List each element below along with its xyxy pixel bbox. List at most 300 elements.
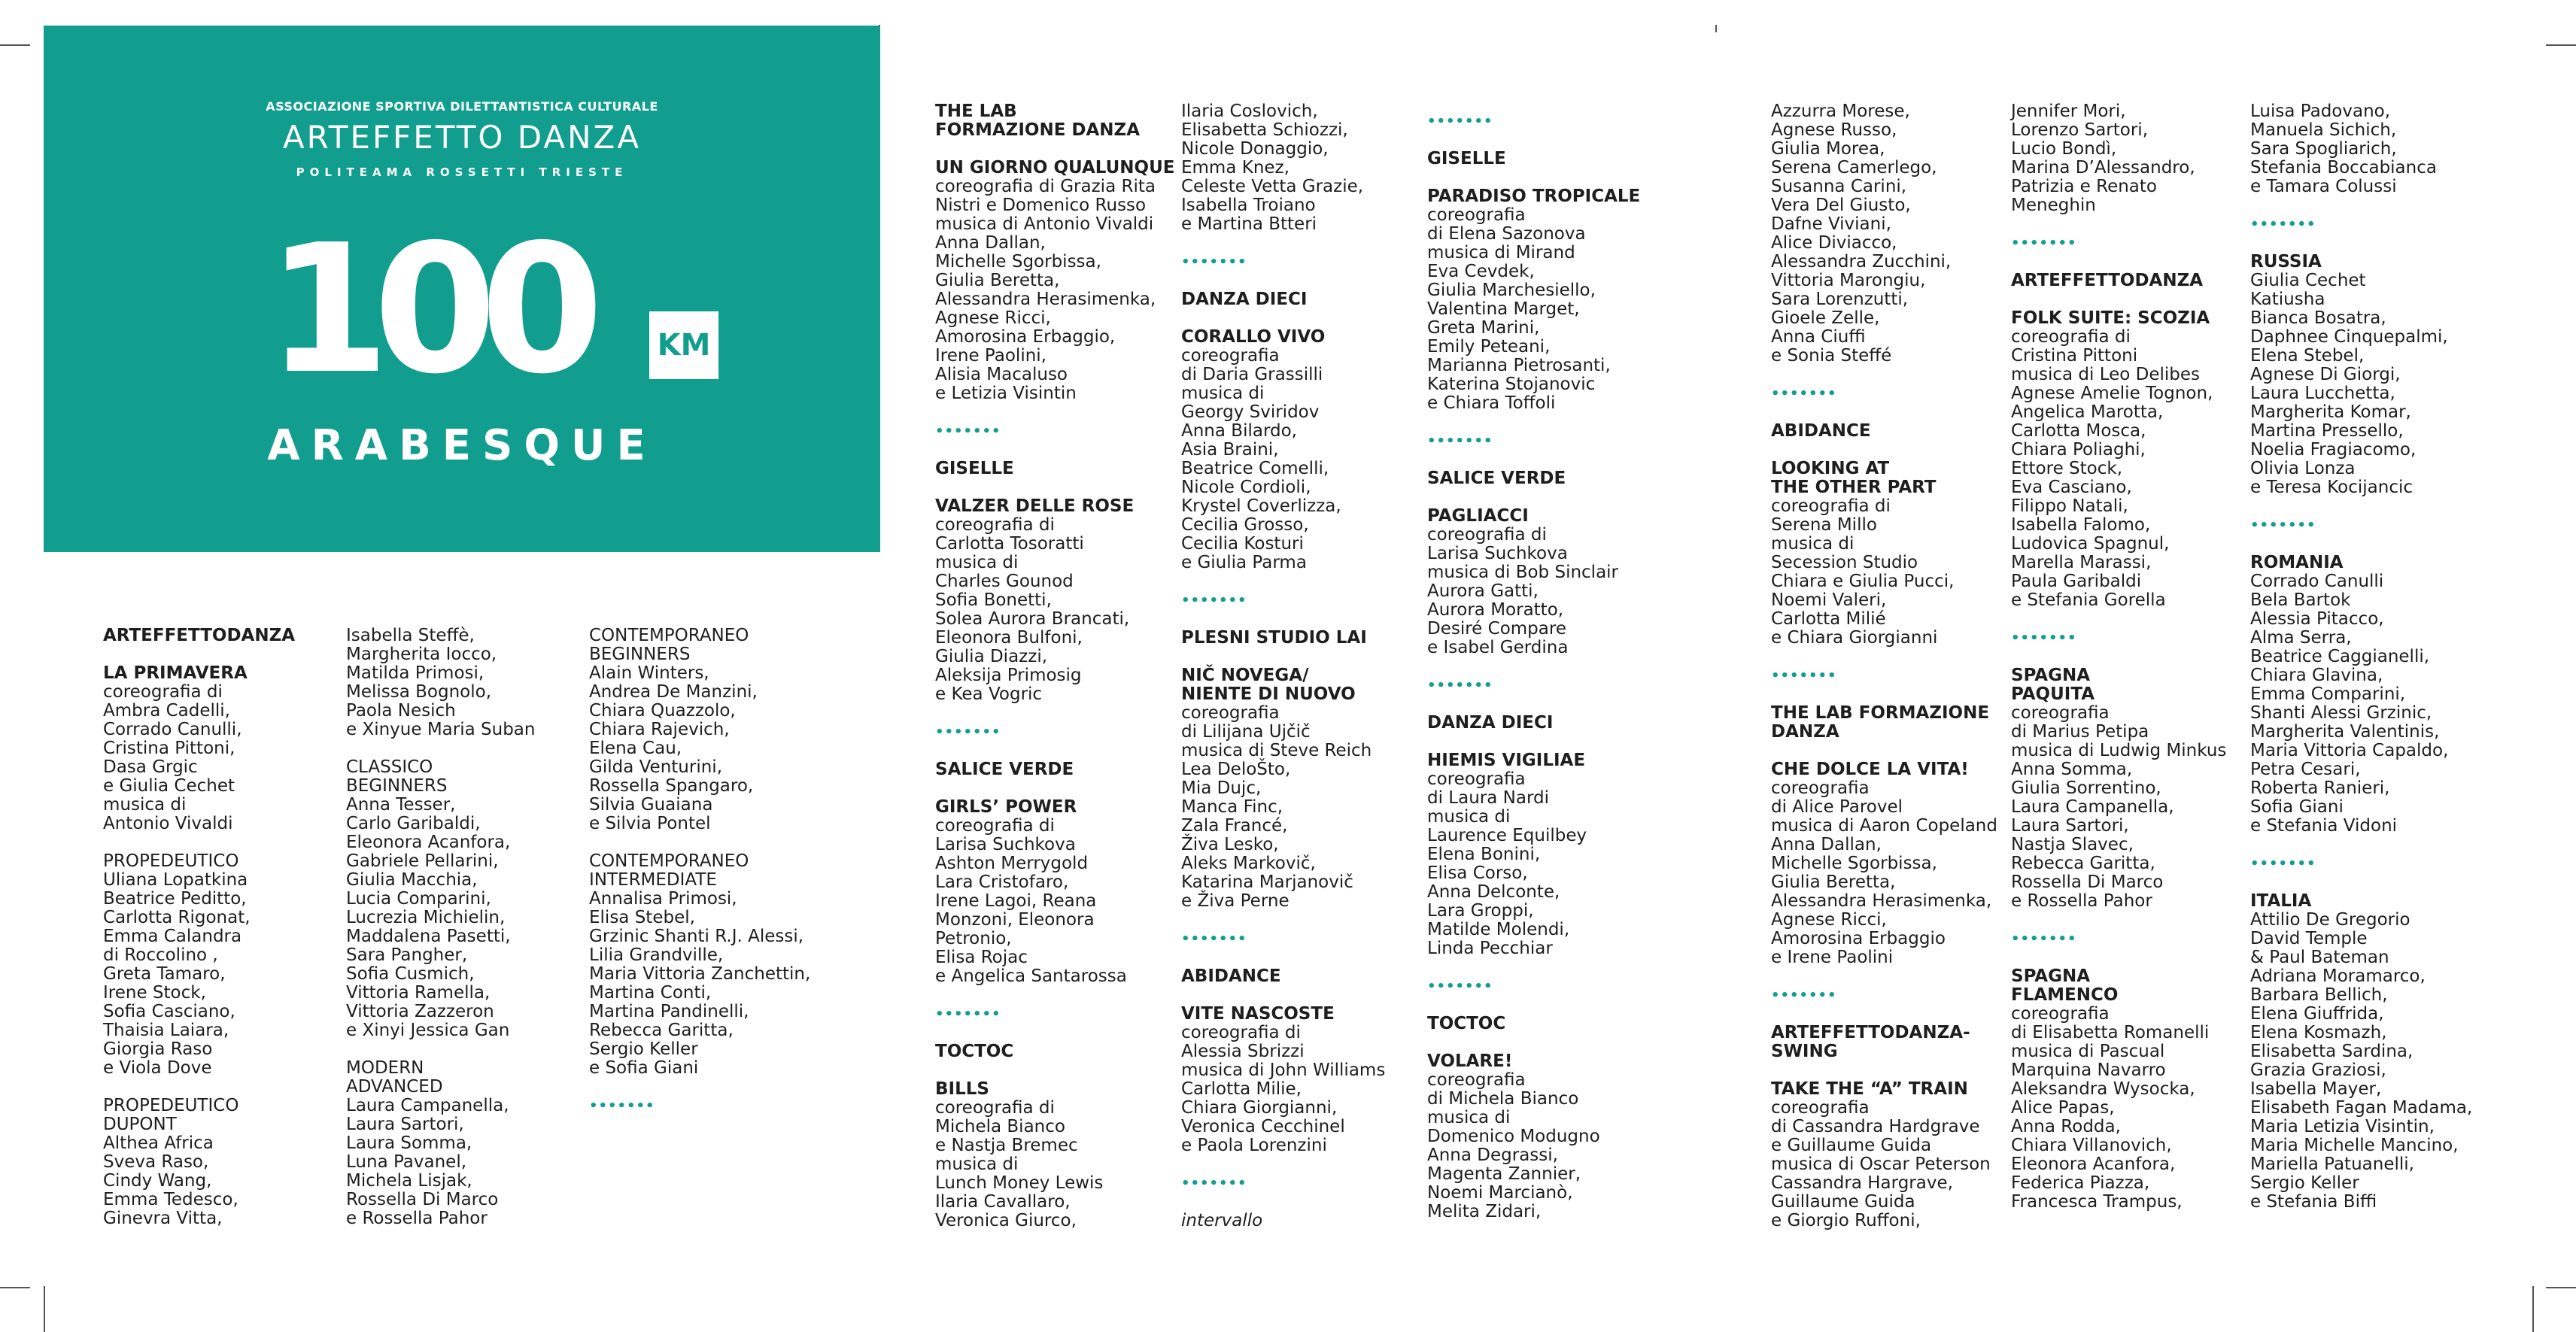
spacer	[1181, 986, 1429, 1005]
program-column-9	[2250, 102, 2499, 1212]
program-line: coreografia di Grazia Rita	[935, 177, 1156, 196]
spacer	[1771, 742, 2019, 760]
program-line: Giulia Morea,	[1771, 139, 1885, 159]
section-heading: ABIDANCE	[1771, 421, 1871, 441]
program-line: Matilde Molendi,	[1427, 920, 1570, 939]
spacer	[1427, 413, 1675, 432]
program-line: Elena Giuffrida,	[2250, 1004, 2384, 1024]
program-line: Nicole Donaggio,	[1181, 139, 1329, 159]
program-line: musica di Bob Sinclair	[1427, 563, 1619, 582]
program-column-4	[935, 102, 1183, 1230]
program-line: Anna Somma,	[2011, 760, 2133, 779]
program-line: Laura Lucchetta,	[2250, 384, 2395, 403]
program-line: Katarina Marjanovič	[1181, 872, 1353, 892]
program-line: Patrizia e Renato	[2011, 177, 2157, 196]
spacer	[1427, 131, 1675, 150]
program-line: Serena Millo	[1771, 515, 1877, 535]
program-line: Giorgia Raso	[103, 1039, 213, 1059]
spacer	[935, 1061, 1183, 1080]
program-line: BEGINNERS	[589, 645, 691, 664]
program-line: coreografia di	[935, 1098, 1055, 1118]
program-line: Anna Ciuffi	[1771, 327, 1866, 347]
program-line: Nicole Cordioli,	[1181, 478, 1311, 497]
program-line: CONTEMPORANEO	[589, 851, 749, 871]
program-line: Giulia Macchia,	[346, 870, 478, 890]
separator-dots: •••••••	[1771, 386, 1837, 402]
separator-dots: •••••••	[1181, 254, 1247, 270]
program-line: Nastja Slavec,	[2011, 835, 2134, 854]
program-line: Margherita Komar,	[2250, 402, 2411, 422]
program-line: e Živa Perne	[1181, 891, 1290, 911]
section-heading: RUSSIA	[2250, 252, 2322, 272]
program-line: e Angelica Santarossa	[935, 966, 1127, 986]
program-line: Sara Spogliarich,	[2250, 139, 2397, 159]
spacer	[1181, 1193, 1429, 1212]
program-line: Chiara e Giulia Pucci,	[1771, 572, 1955, 591]
section-heading: DANZA DIECI	[1427, 713, 1554, 733]
program-line: coreografia	[1771, 778, 1870, 798]
spacer	[1771, 403, 2019, 422]
section-heading: CHE DOLCE LA VITA!	[1771, 760, 1969, 779]
program-line: Irene Paolini,	[935, 346, 1046, 366]
program-line: musica di	[935, 553, 1019, 572]
program-line: Martina Conti,	[589, 983, 712, 1003]
program-line: e Teresa Kocijancic	[2250, 478, 2413, 497]
program-line: Laura Sartori,	[2011, 816, 2129, 836]
program-line: Eva Cevdek,	[1427, 262, 1535, 281]
section-heading: PAQUITA	[2011, 684, 2095, 704]
program-line: Solea Aurora Brancati,	[935, 609, 1130, 629]
program-line: Laura Campanella,	[346, 1096, 509, 1115]
program-line: Ludovica Spagnul,	[2011, 534, 2170, 554]
separator-dots: •••••••	[1427, 433, 1493, 449]
spacer	[935, 441, 1183, 460]
crop-mark	[1715, 25, 1717, 32]
spacer	[935, 403, 1183, 422]
spacer	[935, 478, 1183, 497]
program-line: e Rossella Pahor	[346, 1209, 488, 1228]
program-line: musica di Pascual	[2011, 1042, 2165, 1061]
program-line: di Michela Bianco	[1427, 1089, 1579, 1109]
spacer	[2011, 648, 2259, 666]
program-column-8	[2011, 102, 2259, 1212]
program-line: Alessandra Herasimenka,	[935, 290, 1156, 309]
program-line: Angelica Marotta,	[2011, 402, 2164, 422]
program-line: coreografia	[1181, 703, 1280, 723]
program-line: Vittoria Zazzeron	[346, 1002, 494, 1021]
program-line: Veronica Giurco,	[935, 1211, 1077, 1230]
program-line: di Alice Parovel	[1771, 797, 1903, 817]
spacer	[1771, 685, 2019, 704]
program-line: PROPEDEUTICO	[103, 1096, 239, 1115]
program-line: Alma Serra,	[2250, 628, 2352, 648]
program-line: Maria Michelle Mancino,	[2250, 1136, 2459, 1155]
program-line: Carlotta Milié	[1771, 609, 1886, 629]
program-line: e Silvia Pontel	[589, 814, 711, 833]
program-line: e Giulia Parma	[1181, 553, 1307, 572]
program-line: musica di	[935, 1155, 1019, 1174]
spacer	[935, 704, 1183, 723]
program-line: coreografia di	[935, 515, 1055, 535]
program-line: Martina Pressello,	[2250, 421, 2404, 441]
program-line: Olivia Lonza	[2250, 459, 2356, 478]
section-heading: SWING	[1771, 1042, 1838, 1061]
event-number: 100	[266, 206, 588, 413]
program-line: e Sofia Giani	[589, 1058, 699, 1078]
program-line: Nistri e Domenico Russo	[935, 196, 1147, 215]
program-line: Ettore Stock,	[2011, 459, 2123, 478]
unit-badge: KM	[649, 311, 718, 379]
association-name: ASSOCIAZIONE SPORTIVA DILETTANTISTICA CULTURALE	[266, 99, 658, 114]
program-line: Magenta Zannier,	[1427, 1164, 1581, 1184]
program-line: coreografia di	[935, 816, 1055, 836]
program-line: Vittoria Marongiu,	[1771, 271, 1926, 290]
program-line: Greta Tamaro,	[103, 964, 226, 984]
spacer	[1427, 451, 1675, 469]
spacer	[935, 140, 1183, 159]
spacer	[1427, 996, 1675, 1015]
spacer	[2250, 535, 2499, 554]
spacer	[1181, 911, 1429, 930]
program-line: Luisa Padovano,	[2250, 102, 2391, 121]
program-line: Carlo Garibaldi,	[346, 814, 481, 833]
separator-dots: •••••••	[935, 1006, 1001, 1022]
program-line: e Xinyue Maria Suban	[346, 720, 536, 739]
separator-dots: •••••••	[2250, 517, 2316, 533]
program-line: Corrado Canulli,	[103, 720, 242, 739]
program-line: Rossella Spangaro,	[589, 776, 754, 796]
program-line: Sofia Bonetti,	[935, 590, 1052, 610]
spacer	[1771, 1061, 2019, 1080]
program-line: PROPEDEUTICO	[103, 851, 239, 871]
section-heading: DANZA	[1771, 722, 1839, 742]
section-heading: NIENTE DI NUOVO	[1181, 684, 1356, 704]
program-line: Elena Bonini,	[1427, 845, 1541, 864]
section-heading: ROMANIA	[2250, 553, 2344, 572]
program-line: Michela Lisjak,	[346, 1171, 472, 1191]
program-line: BEGINNERS	[346, 776, 448, 796]
spacer	[1181, 1155, 1429, 1174]
program-line: Margherita Valentinis,	[2250, 722, 2440, 742]
program-line: Ashton Merrygold	[935, 854, 1089, 873]
spacer	[1427, 488, 1675, 507]
program-line: Gabriele Pellarini,	[346, 851, 499, 871]
program-line: Petra Cesari,	[2250, 760, 2361, 779]
program-line: coreografia	[1181, 346, 1280, 366]
program-line: di Roccolino ,	[103, 945, 218, 965]
spacer	[1181, 272, 1429, 290]
section-heading: FLAMENCO	[2011, 985, 2119, 1005]
spacer	[935, 742, 1183, 760]
program-line: MODERN	[346, 1058, 424, 1078]
program-line: Carlotta Milie,	[1181, 1079, 1302, 1099]
program-line: Ambra Cadelli,	[103, 701, 230, 721]
program-line: Elena Cau,	[589, 739, 682, 758]
program-line: Cristina Pittoni,	[103, 739, 235, 758]
program-line: Anna Delconte,	[1427, 882, 1560, 902]
program-line: Laura Sartori,	[346, 1115, 464, 1134]
program-line: Agnese Di Giorgi,	[2250, 365, 2401, 384]
program-line: Alessia Pitacco,	[2250, 609, 2384, 629]
separator-dots: •••••••	[2011, 931, 2077, 947]
program-line: Vera Del Giusto,	[1771, 196, 1911, 215]
program-line: CLASSICO	[346, 757, 433, 777]
program-line: Secession Studio	[1771, 553, 1918, 572]
spacer	[1427, 657, 1675, 676]
program-line: Grzinic Shanti R.J. Alessi,	[589, 927, 804, 946]
program-line: Ilaria Cavallaro,	[935, 1192, 1071, 1212]
program-line: Emma Comparini,	[2250, 684, 2406, 704]
program-line: Luna Pavanel,	[346, 1152, 467, 1172]
program-line: David Temple	[2250, 929, 2368, 948]
program-line: Chiara Rajevich,	[589, 720, 730, 739]
program-line: Adriana Moramarco,	[2250, 966, 2426, 986]
program-line: coreografia	[1771, 1098, 1870, 1118]
crop-mark	[0, 44, 30, 46]
program-line: Aleks Markovič,	[1181, 854, 1316, 873]
separator-dots: •••••••	[1771, 988, 1837, 1003]
section-heading: THE OTHER PART	[1771, 478, 1937, 497]
program-line: Živa Lesko,	[1181, 835, 1279, 854]
program-line: Lucrezia Michielin,	[346, 908, 506, 927]
program-line: coreografia	[2011, 703, 2110, 723]
program-line: Guillaume Guida	[1771, 1192, 1915, 1212]
spacer	[589, 1078, 837, 1097]
spacer	[346, 1040, 594, 1059]
program-line: Amorosina Erbaggio,	[935, 327, 1116, 347]
program-line: Michela Bianco	[935, 1117, 1065, 1136]
program-line: musica di	[103, 795, 187, 815]
program-line: e Irene Paolini	[1771, 948, 1894, 967]
program-line: Zala Francé,	[1181, 816, 1288, 836]
program-line: CONTEMPORANEO	[589, 626, 749, 645]
spacer	[1181, 234, 1429, 253]
program-line: Aurora Moratto,	[1427, 600, 1564, 620]
program-line: Lucio Bondì,	[2011, 139, 2117, 159]
program-line: Anna Rodda,	[2011, 1117, 2121, 1136]
spacer	[346, 739, 594, 758]
program-line: Charles Gounod	[935, 572, 1074, 591]
program-line: musica di	[1427, 807, 1511, 827]
intermission-label: intervallo	[1181, 1211, 1263, 1230]
program-line: di Daria Grassilli	[1181, 365, 1323, 384]
program-line: musica di Aaron Copeland	[1771, 816, 1997, 836]
program-line: Anna Tesser,	[346, 795, 456, 815]
spacer	[589, 833, 837, 852]
program-line: Laura Somma,	[346, 1133, 472, 1153]
program-line: Noemi Marcianò,	[1427, 1183, 1573, 1203]
program-line: Agnese Amelie Tognon,	[2011, 384, 2213, 403]
program-line: di Cassandra Hardgrave	[1771, 1117, 1980, 1136]
section-heading: CORALLO VIVO	[1181, 327, 1326, 347]
program-line: e Tamara Colussi	[2250, 177, 2397, 196]
program-line: coreografia	[1427, 1070, 1526, 1090]
program-line: Cassandra Hargrave,	[1771, 1173, 1953, 1193]
program-line: Valentina Marget,	[1427, 299, 1580, 319]
program-line: Giulia Beretta,	[1771, 872, 1896, 892]
spacer	[103, 1078, 351, 1097]
program-line: Dasa Grgic	[103, 757, 198, 777]
program-line: Alessandra Zucchini,	[1771, 252, 1952, 272]
program-line: e Chiara Giorgianni	[1771, 628, 1938, 648]
section-heading: TOCTOC	[1427, 1014, 1506, 1033]
spacer	[1771, 648, 2019, 666]
program-line: Azzurra Morese,	[1771, 102, 1910, 121]
spacer	[2011, 911, 2259, 930]
program-line: Elisa Stebel,	[589, 908, 695, 927]
spacer	[2250, 873, 2499, 892]
spacer	[935, 779, 1183, 798]
program-line: Eleonora Acanfora,	[2011, 1155, 2176, 1174]
program-line: Greta Marini,	[1427, 318, 1540, 338]
program-line: Stefania Boccabianca	[2250, 158, 2437, 177]
section-heading: VALZER DELLE ROSE	[935, 496, 1135, 516]
spacer	[2011, 610, 2259, 629]
program-line: Laurence Equilbey	[1427, 826, 1587, 845]
separator-dots: •••••••	[1427, 979, 1493, 994]
section-heading: VOLARE!	[1427, 1051, 1513, 1071]
brand-name: ARTEFFETTO DANZA	[282, 119, 642, 156]
program-line: DUPONT	[103, 1115, 177, 1134]
program-line: Elena Kosmazh,	[2250, 1023, 2387, 1042]
program-line: Cecilia Kosturi	[1181, 534, 1304, 554]
spacer	[1181, 309, 1429, 328]
program-line: coreografia di	[103, 682, 223, 702]
separator-dots: •••••••	[1427, 114, 1493, 129]
spacer	[2250, 234, 2499, 253]
program-line: Sergio Keller	[589, 1039, 698, 1059]
program-line: Georgy Sviridov	[1181, 402, 1320, 422]
program-line: Annalisa Primosi,	[589, 889, 737, 909]
program-line: coreografia di	[1771, 496, 1891, 516]
crop-mark	[2546, 44, 2576, 46]
separator-dots: •••••••	[2011, 630, 2077, 646]
separator-dots: •••••••	[589, 1098, 655, 1114]
program-line: Petronio,	[935, 929, 1012, 948]
program-line: Agnese Russo,	[1771, 120, 1897, 140]
program-line: Amorosina Erbaggio	[1771, 929, 1946, 948]
program-line: Shanti Alessi Grzinic,	[2250, 703, 2432, 723]
program-line: e Kea Vogric	[935, 684, 1043, 704]
program-line: Emma Calandra	[103, 927, 242, 946]
program-line: Celeste Vetta Grazie,	[1181, 177, 1364, 196]
program-line: di Lilijana Ujčič	[1181, 722, 1311, 742]
spacer	[1181, 610, 1429, 629]
separator-dots: •••••••	[935, 724, 1001, 740]
program-line: Irene Stock,	[103, 983, 206, 1003]
program-line: Lilia Grandville,	[589, 945, 724, 965]
program-line: Emma Knez,	[1181, 158, 1290, 177]
program-line: musica di	[1771, 534, 1855, 554]
program-line: Alice Diviacco,	[1771, 233, 1897, 253]
title-banner	[44, 26, 880, 552]
separator-dots: •••••••	[1181, 593, 1247, 608]
program-line: Cristina Pittoni	[2011, 346, 2138, 366]
section-heading: ARTEFFETTODANZA-	[1771, 1023, 1970, 1042]
program-line: Monzoni, Eleonora	[935, 910, 1095, 930]
program-line: coreografia di	[1427, 525, 1547, 545]
section-heading: THE LAB FORMAZIONE	[1771, 703, 1990, 723]
program-line: Linda Pecchiar	[1427, 939, 1553, 958]
program-line: Giulia Cechet	[2250, 271, 2366, 290]
program-line: Manca Finc,	[1181, 797, 1283, 817]
program-line: e Stefania Vidoni	[2250, 816, 2398, 836]
program-line: Maddalena Pasetti,	[346, 927, 511, 946]
program-line: INTERMEDIATE	[589, 870, 717, 890]
program-line: Rossella Di Marco	[2011, 872, 2164, 892]
spacer	[1771, 366, 2019, 384]
section-heading: TAKE THE “A” TRAIN	[1771, 1079, 1968, 1099]
program-line: Anna Degrassi,	[1427, 1145, 1558, 1165]
program-line: Carlotta Mosca,	[2011, 421, 2146, 441]
section-heading: SALICE VERDE	[1427, 469, 1566, 488]
separator-dots: •••••••	[2250, 217, 2316, 232]
spacer	[2011, 290, 2259, 309]
program-line: Vittoria Ramella,	[346, 983, 491, 1003]
program-line: Elisabetta Schiozzi,	[1181, 120, 1348, 140]
separator-dots: •••••••	[2011, 235, 2077, 251]
program-line: e Guillaume Guida	[1771, 1136, 1932, 1155]
spacer	[2011, 253, 2259, 272]
program-line: Chiara Poliaghi,	[2011, 440, 2146, 460]
spacer	[935, 1024, 1183, 1042]
program-line: Lunch Money Lewis	[935, 1173, 1104, 1193]
crop-mark	[2546, 1287, 2576, 1288]
program-line: Barbara Bellich,	[2250, 985, 2388, 1005]
program-line: Rebecca Garitta,	[589, 1021, 734, 1040]
section-heading: GISELLE	[1427, 149, 1506, 168]
program-line: Larisa Suchkova	[935, 835, 1076, 854]
program-line: e Stefania Gorella	[2011, 590, 2166, 610]
crop-mark	[44, 1286, 45, 1332]
program-line: coreografia di	[2011, 327, 2131, 347]
program-line: Ginevra Vitta,	[103, 1209, 223, 1228]
program-line: e Letizia Visintin	[935, 384, 1077, 403]
program-line: Filippo Natali,	[2011, 496, 2128, 516]
program-line: Eleonora Acanfora,	[346, 833, 511, 852]
program-line: Lara Cristofaro,	[935, 872, 1069, 892]
crop-mark	[2532, 1286, 2534, 1332]
program-line: Domenico Modugno	[1427, 1127, 1600, 1146]
program-line: musica di Ludwig Minkus	[2011, 741, 2227, 760]
program-line: musica di Steve Reich	[1181, 741, 1372, 760]
program-line: Grazia Graziosi,	[2250, 1060, 2386, 1080]
program-line: Roberta Ranieri,	[2250, 778, 2390, 798]
program-line: Isabella Falomo,	[2011, 515, 2151, 535]
program-line: Asia Braini,	[1181, 440, 1279, 460]
program-line: Michelle Sgorbissa,	[935, 252, 1101, 272]
program-line: e Giulia Cechet	[103, 776, 235, 796]
section-heading: HIEMIS VIGILIAE	[1427, 751, 1586, 770]
program-line: Mariella Patuanelli,	[2250, 1155, 2414, 1174]
program-line: Beatrice Peditto,	[103, 889, 247, 909]
program-line: Elisa Rojac	[935, 948, 1028, 967]
program-line: Serena Camerlego,	[1771, 158, 1937, 177]
program-line: Matilda Primosi,	[346, 663, 485, 683]
program-line: Anna Bilardo,	[1181, 421, 1297, 441]
program-line: Lea DeloŠto,	[1181, 760, 1291, 779]
program-line: Aurora Gatti,	[1427, 581, 1539, 601]
program-line: Chiara Quazzolo,	[589, 701, 736, 721]
program-line: Beatrice Comelli,	[1181, 459, 1329, 478]
program-line: Jennifer Mori,	[2011, 102, 2126, 121]
program-line: di Marius Petipa	[2011, 722, 2149, 742]
program-line: Alessandra Herasimenka,	[1771, 891, 1992, 911]
program-line: Katerina Stojanovic	[1427, 375, 1596, 394]
program-line: & Paul Bateman	[2250, 948, 2389, 967]
spacer	[2011, 948, 2259, 967]
program-line: di Elisabetta Romanelli	[2011, 1023, 2210, 1042]
